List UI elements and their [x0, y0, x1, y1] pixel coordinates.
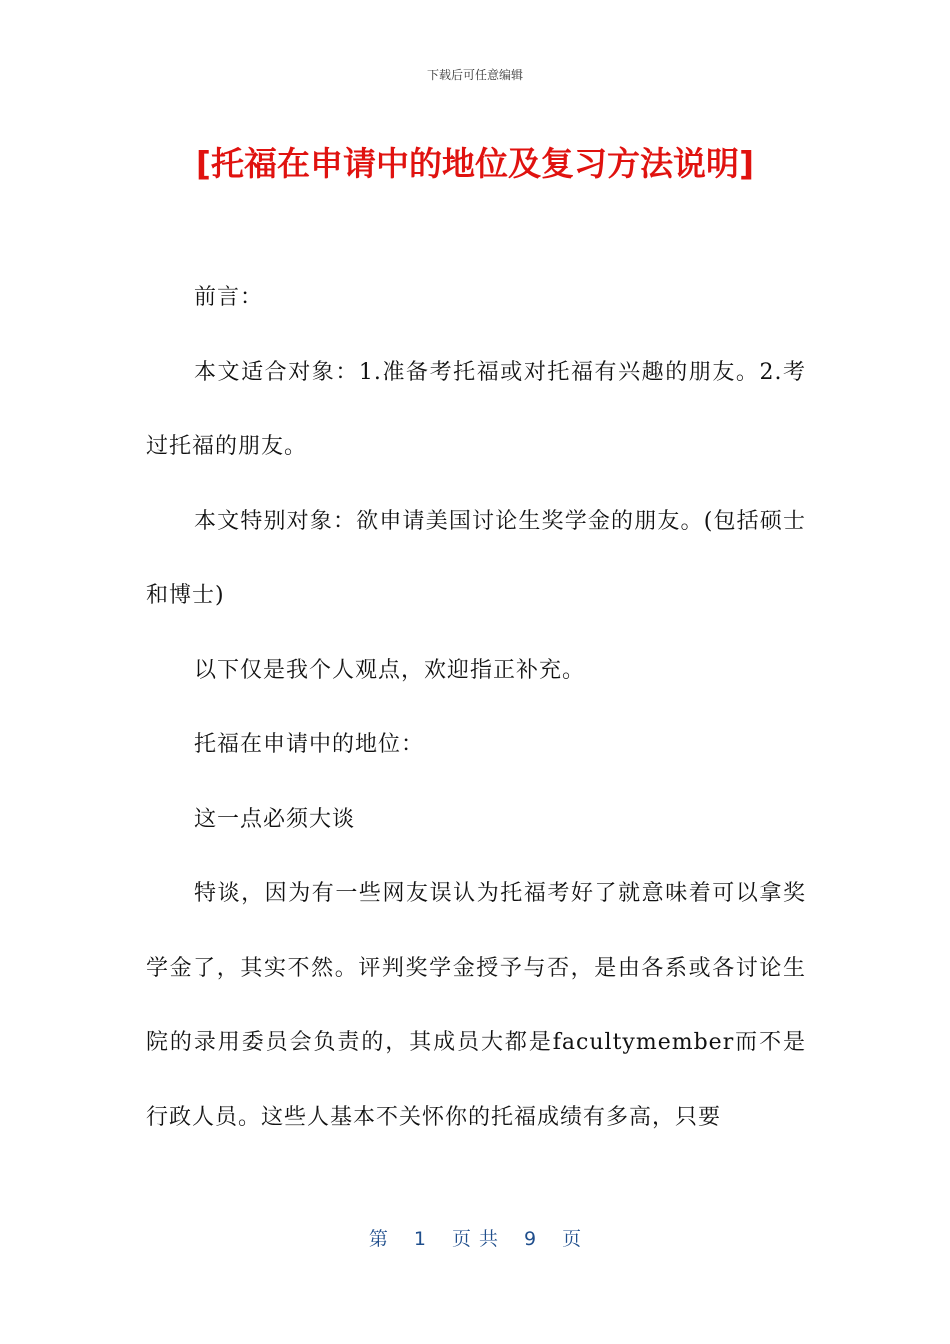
footer-current-page: 1: [413, 1228, 426, 1250]
paragraph-discussion: 特谈，因为有一些网友误认为托福考好了就意味着可以拿奖学金了，其实不然。评判奖学金授予与否，是由各系或各讨论生院的录用委员会负责的，其成员大都是facultymember而不是行政人员。这些人基本不关怀你的托福成绩有多高，只要: [146, 881, 806, 1130]
footer-page-label: 第: [368, 1228, 388, 1250]
paragraph-opinion: 以下仅是我个人观点，欢迎指正补充。: [194, 657, 586, 683]
paragraph-special-audience: 本文特别对象：欲申请美国讨论生奖学金的朋友。(包括硕士和博士): [146, 508, 806, 608]
footer-total-unit: 页: [562, 1228, 582, 1250]
footer-total-pages: 9: [524, 1228, 537, 1250]
page-footer: [0, 1224, 950, 1251]
document-body: [146, 261, 806, 1155]
footer-page-unit: 页: [451, 1228, 471, 1250]
footer-total-label: 共: [479, 1228, 499, 1250]
paragraph-section-heading: 托福在申请中的地位：: [194, 732, 425, 757]
paragraph-audience: 本文适合对象：1.准备考托福或对托福有兴趣的朋友。2.考过托福的朋友。: [146, 359, 806, 459]
header-note: 下载后可任意编辑: [426, 68, 523, 82]
document-title: [托福在申请中的地位及复习方法说明]: [195, 144, 755, 183]
paragraph-emphasis: 这一点必须大谈: [194, 806, 356, 832]
paragraph-preface: 前言：: [194, 285, 264, 310]
